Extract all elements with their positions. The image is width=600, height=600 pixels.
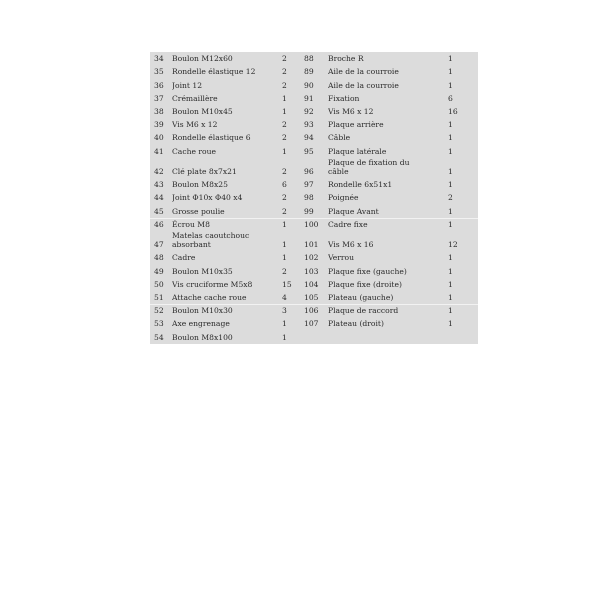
table-row [150,330,478,343]
right-number: 96 [304,167,314,176]
right-quantity: 1 [448,133,453,143]
right-number: 95 [304,146,314,156]
left-description: Boulon M12x60 [172,54,233,64]
left-quantity: 2 [282,133,287,143]
left-description: Matelas caoutchouc absorbant [172,231,250,250]
right-number: 104 [304,279,319,289]
left-description: Vis M6 x 12 [172,120,218,130]
right-quantity: 1 [448,306,453,316]
right-quantity: 1 [448,319,453,329]
parts-table [150,52,478,344]
table-row [150,131,478,144]
left-number: 35 [154,67,164,77]
right-quantity: 1 [448,293,453,302]
left-number: 49 [154,266,164,276]
left-quantity: 2 [282,206,287,216]
right-description: Poignée [328,193,359,203]
table-row [150,92,478,105]
left-number: 51 [154,293,164,302]
right-number: 100 [304,219,319,229]
right-quantity: 1 [448,54,453,64]
right-quantity: 2 [448,193,453,203]
left-description: Boulon M8x25 [172,180,228,190]
left-quantity: 6 [282,180,287,190]
right-description: Plaque latérale [328,146,387,156]
table-row [150,105,478,118]
right-quantity: 1 [448,67,453,77]
right-description: Aile de la courroie [328,80,399,90]
right-description: Cadre fixe [328,219,368,229]
left-quantity: 1 [282,319,287,329]
right-quantity: 1 [448,167,453,176]
right-quantity: 1 [448,206,453,216]
left-description: Cadre [172,253,196,263]
left-number: 40 [154,133,164,143]
right-number: 88 [304,54,314,64]
left-description: Clé plate 8x7x21 [172,167,237,176]
table-row [150,144,478,157]
right-description: Plaque fixe (gauche) [328,266,407,276]
left-quantity: 1 [282,240,287,250]
left-number: 42 [154,167,164,176]
left-quantity: 1 [282,253,287,263]
left-description: Boulon M10x35 [172,266,233,276]
left-description: Vis cruciforme M5x8 [172,279,253,289]
right-number: 98 [304,193,314,203]
right-description: Broche R [328,54,364,64]
right-quantity: 1 [448,146,453,156]
right-number: 101 [304,240,319,250]
table-row [150,158,478,179]
left-description: Rondelle élastique 6 [172,133,251,143]
right-description: Vis M6 x 16 [328,240,374,250]
right-number: 102 [304,253,319,263]
left-description: Joint 12 [172,80,203,90]
left-quantity: 1 [282,93,287,103]
right-number: 94 [304,133,314,143]
left-description: Boulon M10x45 [172,106,233,116]
table-row [150,291,478,304]
left-quantity: 2 [282,266,287,276]
right-description: Plaque de fixation du câble [328,158,410,176]
left-quantity: 4 [282,293,287,302]
left-quantity: 2 [282,80,287,90]
table-row [150,251,478,264]
left-number: 41 [154,146,164,156]
right-quantity: 1 [448,279,453,289]
left-number: 46 [154,219,164,229]
right-quantity: 1 [448,80,453,90]
right-description: Câble [328,133,351,143]
right-description: Verrou [328,253,355,263]
left-number: 54 [154,332,164,342]
right-number: 103 [304,266,319,276]
left-description: Rondelle élastique 12 [172,67,256,77]
right-number: 97 [304,180,314,190]
table-row [150,278,478,291]
left-number: 53 [154,319,164,329]
right-description: Plaque Avant [328,206,379,216]
left-number: 38 [154,106,164,116]
table-row [150,191,478,204]
left-description: Écrou M8 [172,219,210,229]
left-number: 52 [154,306,164,316]
left-quantity: 2 [282,54,287,64]
left-description: Axe engrenage [172,319,230,329]
left-number: 45 [154,206,164,216]
right-number: 106 [304,306,319,316]
right-description: Plaque fixe (droite) [328,279,402,289]
left-description: Grosse poulie [172,206,225,216]
left-description: Boulon M10x30 [172,306,233,316]
right-description: Aile de la courroie [328,67,399,77]
table-row [150,65,478,78]
table-row [150,317,478,330]
left-quantity: 2 [282,167,287,176]
table-row [150,218,478,231]
left-number: 48 [154,253,164,263]
right-quantity: 6 [448,93,453,103]
left-number: 47 [154,240,164,250]
left-quantity: 3 [282,306,287,316]
table-row [150,178,478,191]
left-number: 43 [154,180,164,190]
left-quantity: 2 [282,193,287,203]
left-quantity: 2 [282,67,287,77]
left-quantity: 1 [282,106,287,116]
right-description: Plateau (droit) [328,319,384,329]
table-row [150,204,478,217]
left-number: 37 [154,93,164,103]
right-number: 93 [304,120,314,130]
right-description: Plaque de raccord [328,306,399,316]
table-row [150,52,478,65]
left-quantity: 2 [282,120,287,130]
right-quantity: 1 [448,120,453,130]
left-number: 36 [154,80,164,90]
left-description: Joint Φ10x Φ40 x4 [172,193,243,203]
right-number: 99 [304,206,314,216]
table-row [150,264,478,277]
left-description: Crémaillère [172,93,218,103]
right-quantity: 16 [448,106,458,116]
right-quantity: 1 [448,266,453,276]
left-number: 44 [154,193,164,203]
left-quantity: 1 [282,146,287,156]
right-number: 91 [304,93,314,103]
right-quantity: 1 [448,180,453,190]
left-description: Attache cache roue [172,293,247,302]
right-quantity: 12 [448,240,458,250]
left-quantity: 1 [282,219,287,229]
right-description: Plaque arrière [328,120,384,130]
right-number: 105 [304,293,319,302]
table-row [150,78,478,91]
right-description: Plateau (gauche) [328,293,394,302]
table-row [150,304,478,317]
left-quantity: 1 [282,332,287,342]
left-description: Cache roue [172,146,216,156]
left-description: Boulon M8x100 [172,332,233,342]
right-number: 92 [304,106,314,116]
right-description: Vis M6 x 12 [328,106,374,116]
right-quantity: 1 [448,219,453,229]
right-description: Rondelle 6x51x1 [328,180,393,190]
left-number: 39 [154,120,164,130]
right-description: Fixation [328,93,360,103]
right-number: 89 [304,67,314,77]
table-row [150,118,478,131]
table-row [150,231,478,252]
left-quantity: 15 [282,279,292,289]
left-number: 50 [154,279,164,289]
left-number: 34 [154,54,164,64]
right-number: 90 [304,80,314,90]
right-number: 107 [304,319,319,329]
right-quantity: 1 [448,253,453,263]
